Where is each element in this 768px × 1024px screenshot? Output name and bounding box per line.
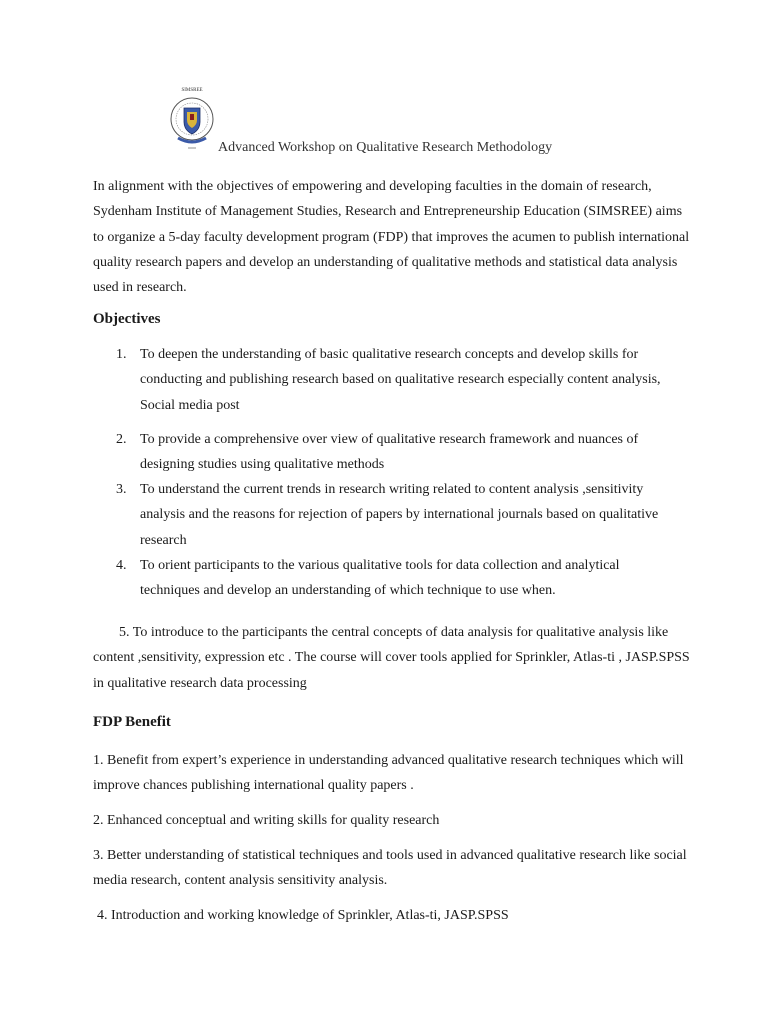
list-item-text: To understand the current trends in research writing related to content analysis ,sensitivity analysis and the reasons for rejection of papers by international journals based on qualitative research [140,482,659,548]
objectives-heading: Objectives [93,311,161,327]
page-title: Advanced Workshop on Qualitative Research Methodology [218,140,553,155]
list-item-text: To orient participants to the various qualitative tools for data collection and analytical techniques and develop an understanding of which technique to use when. [140,558,620,599]
objective-item-5: 5. To introduce to the participants the central concepts of data analysis for qualitative analysis like content ,sensitivity, expression etc . The course will cover tools applied for Sprinkler, Atlas-ti , JASP.SPSS in qualitative research data processing [93,625,690,691]
list-item-number: 1. [116,347,127,362]
list-item-number: 2. [116,432,127,447]
benefit-item: 2. Enhanced conceptual and writing skills for quality research [93,813,440,828]
benefit-item: 4. Introduction and working knowledge of Sprinkler, Atlas-ti, JASP.SPSS [97,908,509,923]
institute-crest-icon [166,82,218,154]
benefit-item: 3. Better understanding of statistical techniques and tools used in advanced qualitative research like social media research, content analysis sensitivity analysis. [93,848,687,889]
benefits-heading: FDP Benefit [93,714,171,730]
list-item-number: 4. [116,558,127,573]
list-item-text: To deepen the understanding of basic qualitative research concepts and develop skills for conducting and publishing research based on qualitative research especially content analysis, Social media post [140,347,661,413]
benefit-item: 1. Benefit from expert’s experience in understanding advanced qualitative research techniques which will improve chances publishing international quality papers . [93,753,684,794]
intro-paragraph: In alignment with the objectives of empowering and developing faculties in the domain of research, Sydenham Institute of Management Studies, Research and Entrepreneurship Education (SIMSREE) aims to organize a 5-day faculty development program (FDP) that improves the acumen to publish international quality research papers and develop an understanding of qualitative methods and statistical data analysis used in research. [93,179,690,296]
list-item-text: To provide a comprehensive over view of qualitative research framework and nuances of designing studies using qualitative methods [140,432,639,473]
logo-text: SIMSREE [181,88,203,93]
list-item-number: 3. [116,482,127,497]
